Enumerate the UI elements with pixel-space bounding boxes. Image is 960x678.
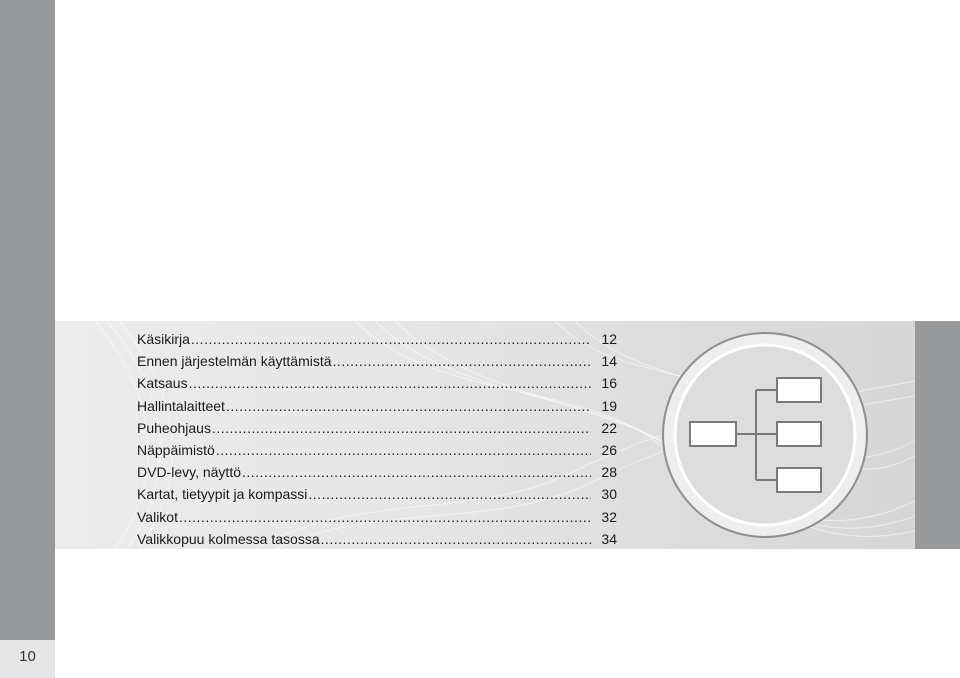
leader-dots [179,509,591,525]
toc-entry[interactable]: Valikot ..... 32 [137,509,617,531]
section-tab [915,321,960,549]
toc-entry[interactable]: Käsikirja ..... 12 [137,331,617,353]
menu-tree-icon [660,330,870,540]
page-number: 10 [19,648,36,665]
leader-dots [308,486,591,502]
leader-dots [242,464,591,480]
leader-dots [333,353,591,369]
leader-dots [191,331,591,347]
left-margin-strip [0,0,55,640]
toc-entry[interactable]: Näppäimistö ..... 26 [137,442,617,464]
toc-entry[interactable]: Valikkopuu kolmessa tasossa ..... 34 [137,531,617,553]
toc-entry[interactable]: DVD-levy, näyttö ..... 28 [137,464,617,486]
table-of-contents [137,331,617,553]
toc-entry[interactable]: Katsaus ..... 16 [137,375,617,397]
leader-dots [226,398,591,414]
toc-entry[interactable]: Kartat, tietyypit ja kompassi ..... 30 [137,486,617,508]
leader-dots [216,442,591,458]
toc-entry[interactable]: Hallintalaitteet ..... 19 [137,398,617,420]
toc-entry[interactable]: Puheohjaus ..... 22 [137,420,617,442]
leader-dots [212,420,591,436]
leader-dots [189,375,591,391]
toc-entry[interactable]: Ennen järjestelmän käyttämistä ..... 14 [137,353,617,375]
leader-dots [321,531,591,547]
